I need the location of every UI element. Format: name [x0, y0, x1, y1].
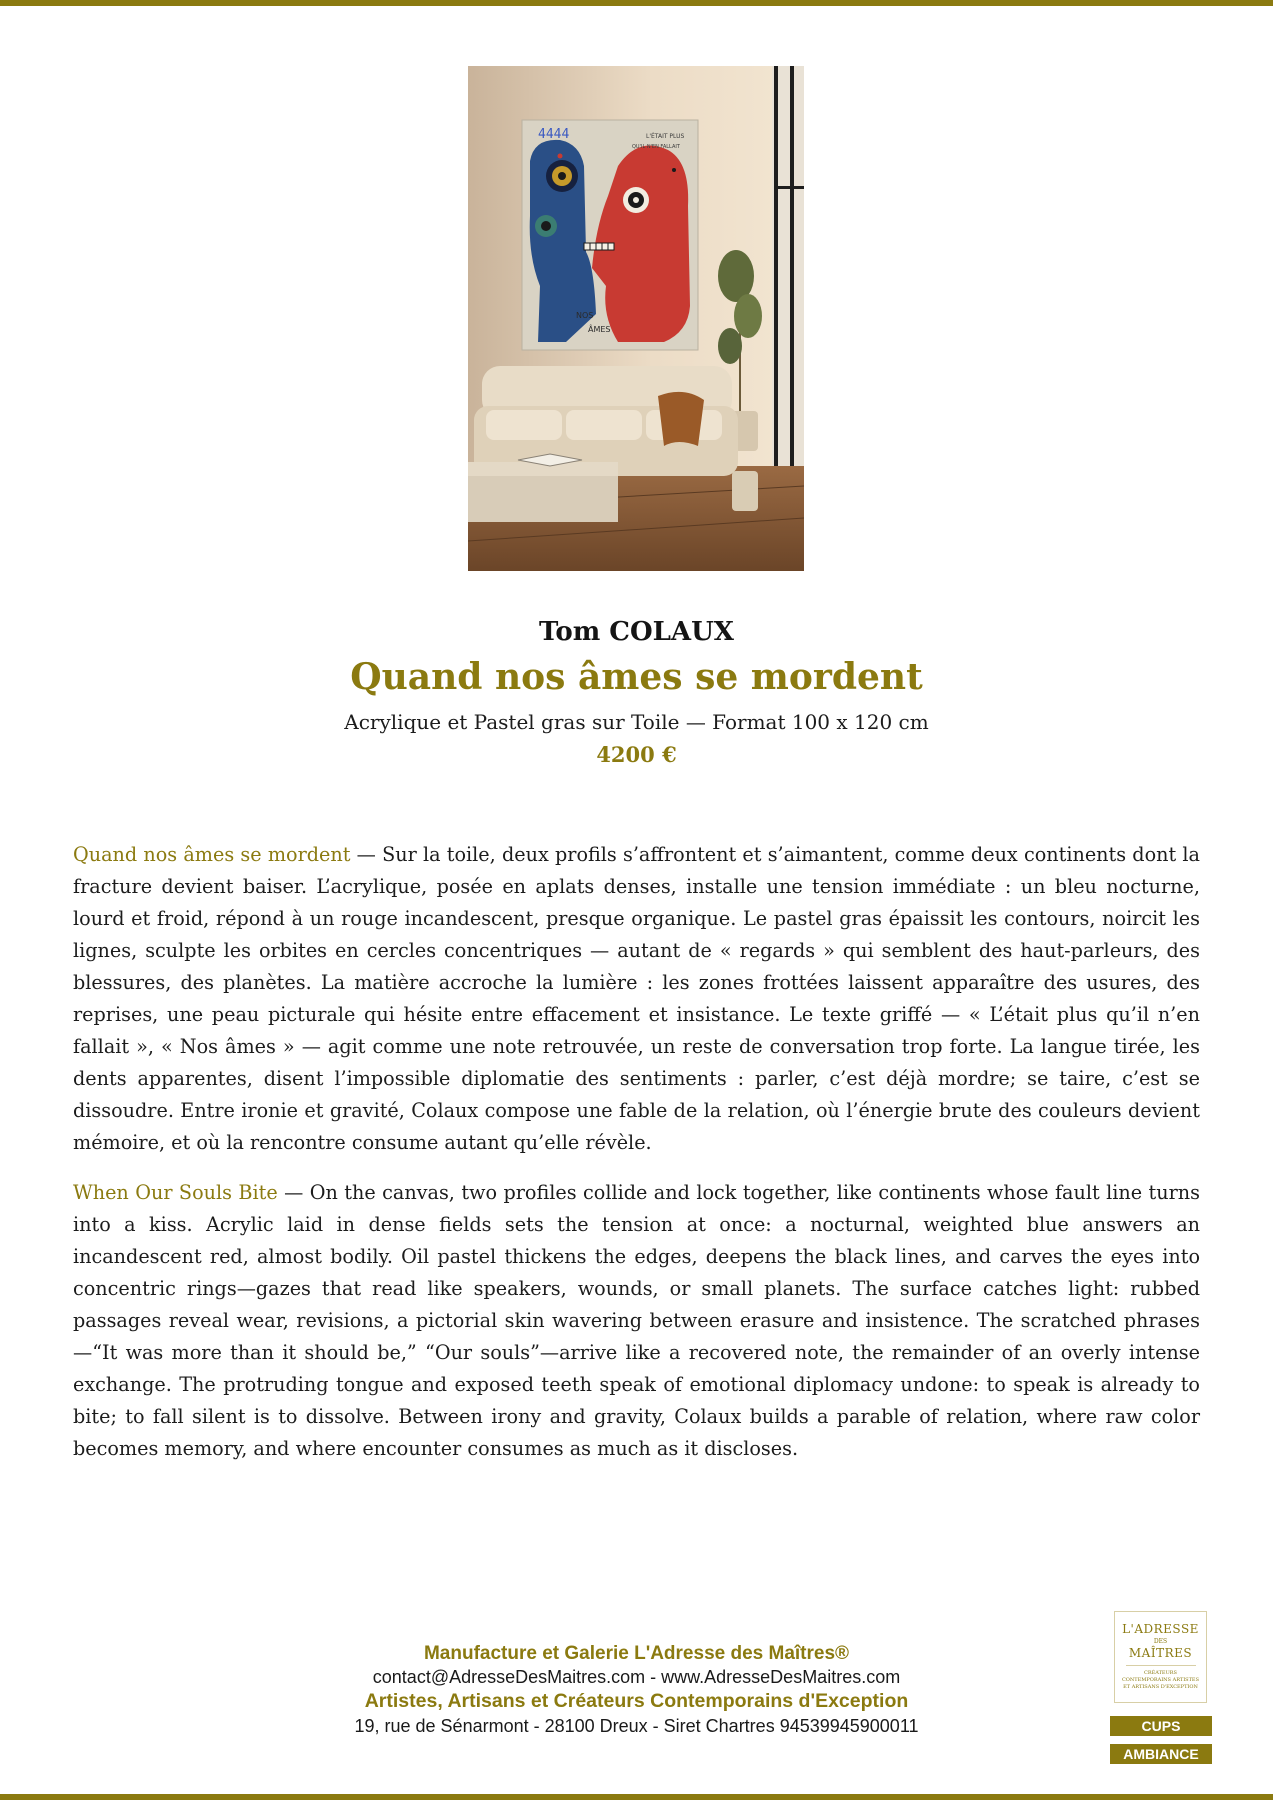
artwork-price: 4200 €: [596, 742, 677, 767]
ambiance-badge: AMBIANCE: [1110, 1744, 1212, 1764]
gallery-contact: contact@AdresseDesMaitres.com - www.AdresseDesMaitres.com: [372, 1667, 901, 1687]
cups-badge: CUPS: [1110, 1716, 1212, 1736]
french-lead: Quand nos âmes se mordent: [73, 843, 351, 866]
english-text: — On the canvas, two profiles collide and lock together, like continents whose fault line turns into a kiss. Acrylic laid in dense fields sets the tension at once: a nocturnal, weighted blue answers an incandescent red, almost bodily. Oil pastel thickens the edges, deepens the black lines, and carves the eyes into concentric rings—gazes that read like speakers, wounds, or small planets. The surface catches light: rubbed passages reveal wear, revisions, a pictorial skin wavering between erasure and insistence. The scratched phrases—“It was more than it should be,” “Our souls”—arrive like a recovered note, the remainder of an overly intense exchange. The protruding tongue and exposed teeth speak of emotional diplomacy undone: to speak is already to bite; to fall silent is to dissolve. Between irony and gravity, Colaux builds a parable of relation, where raw color becomes memory, and where encounter consumes as much as it discloses.: [73, 1181, 1200, 1460]
artist-name: Tom COLAUX: [539, 617, 734, 647]
artwork-image: [468, 66, 804, 571]
top-border: [0, 0, 1273, 6]
french-text: — Sur la toile, deux profils s’affrontent et s’aimantent, comme deux continents dont la fracture devient baiser. L’acrylique, posée en aplats denses, installe une tension immédiate : un bleu nocturne, lourd et froid, répond à un rouge incandescent, presque organique. Le pastel gras épaissit les contours, noircit les lignes, sculpte les orbites en cercles concentriques — autant de « regards » qui semblent des haut-parleurs, des blessures, des planètes. La matière accroche la lumière : les zones frottées laissent apparaître des usures, des reprises, une peau picturale qui hésite entre effacement et insistance. Le texte griffé — « L’était plus qu’il n’en fallait », « Nos âmes » — agit comme une note retrouvée, un reste de conversation trop forte. La langue tirée, les dents apparentes, disent l’impossible diplomatie des sentiments : parler, c’est déjà mordre; se taire, c’est se dissoudre. Entre ironie et gravité, Colaux compose une fable de la relation, où l’énergie brute des couleurs devient mémoire, et où la rencontre consume autant qu’elle révèle.: [73, 843, 1201, 1154]
artwork-medium: Acrylique et Pastel gras sur Toile — Format 100 x 120 cm: [344, 710, 929, 734]
painting: [522, 120, 698, 350]
logo-line-1: L'ADRESSE: [1122, 1622, 1199, 1636]
logo-line-4: CRÉATEURS CONTEMPORAINS ARTISTES ET ARTISANS D'EXCEPTION: [1121, 1670, 1200, 1690]
painting-text-4444: 4444: [538, 127, 570, 142]
logo-line-3: MAÎTRES: [1128, 1646, 1193, 1660]
logo-line-2: DES: [1153, 1638, 1168, 1645]
footer: [0, 1642, 1273, 1738]
gallery-logo: [1114, 1611, 1207, 1703]
description-french: [73, 839, 1200, 1159]
gallery-name: Manufacture et Galerie L'Adresse des Maîtres®: [423, 1643, 850, 1664]
description: [73, 839, 1200, 1483]
description-english: [73, 1177, 1200, 1465]
logo-divider: [1126, 1665, 1196, 1666]
english-lead: When Our Souls Bite: [73, 1181, 278, 1204]
painting-text-ames: ÂMES: [588, 325, 611, 334]
bottom-border: [0, 1794, 1273, 1800]
artwork-title: Quand nos âmes se mordent: [350, 656, 923, 698]
painting-text-top-right-2: QU'IL N'EN FALLAIT: [632, 144, 680, 150]
gallery-tagline: Artistes, Artisans et Créateurs Contemporains d'Exception: [364, 1690, 909, 1712]
gallery-address: 19, rue de Sénarmont - 28100 Dreux - Siret Chartres 94539945900011: [354, 1716, 919, 1736]
painting-text-top-right-1: L'ÉTAIT PLUS: [646, 133, 685, 140]
painting-text-nos: NOS: [576, 311, 594, 320]
artwork-info: [0, 612, 1273, 772]
